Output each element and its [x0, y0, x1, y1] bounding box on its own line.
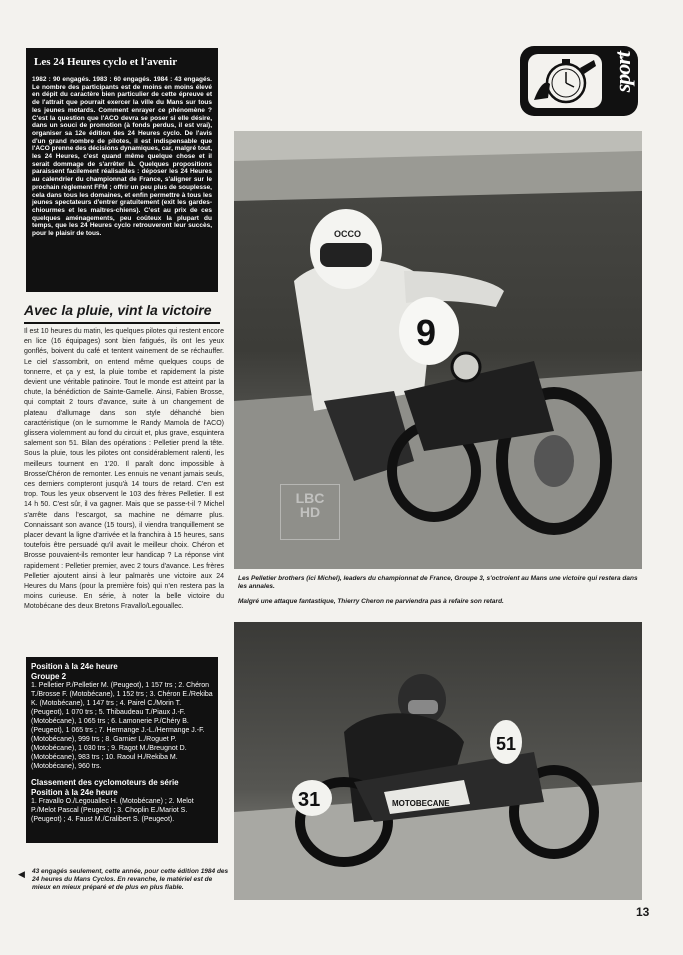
results-serie-list: 1. Fravallo O./Legouallec H. (Motobécane) ; 2. Melot P./Melot Pascal (Peugeot) ; 3. Choplin E./Mariot S. (Peugeot) ; 4. Faust M./Cralibert S. (Peugeot). — [31, 798, 194, 823]
results-group2-list: 1. Pelletier P./Pelletier M. (Peugeot), 1 157 trs ; 2. Chéron T./Brosse F. (Motobécane), 1 152 trs ; 3. Chéron E./Rekiba K. (Motobécane), 1 147 trs ; 4. Pairel C./Morin T. (Peugeot), 1 070 trs ; 5. Thibaudeau T./Piaux J.-F. (Motobécane), 1 065 trs ; 6. Lamonerie P./Chéry B. (Peugeot), 1 065 trs ; 7. Hermange J.-L./Hermange J.-F. (Motobécane), 999 trs ; 8. Garnier L./Roguet P. (Motobécane), 1 030 trs ; 9. Ragot M./Breugnot D. (Motobécane), 983 trs ; 10. Raoul H./Rekiba M. (Motobécane), 960 trs. — [31, 682, 213, 770]
bottom-note-text: 43 engagés seulement, cette année, pour cette édition 1984 des 24 heures du Mans Cyclos. En revanche, le matériel est de mieux en mieux préparé et de plus en plus fiable. — [32, 868, 229, 891]
photo-cheron — [234, 622, 642, 900]
info-box-body: 1982 : 90 engagés. 1983 : 60 engagés. 1984 : 43 engagés. Le nombre des participants est de moins en moins élevé en dépit du caractère bien particulier de cette épreuve et de l'attrait que pourrait exercer la ville du Mans sur tous les jeunes motards. Comment enrayer ce phénomène ? C'est la question que l'ACO devra se poser si elle désire, dans un souci de promotion (à fonds perdus, il est vrai), organiser sa 12e édition des 24 Heures cyclo. De l'avis d'un grand nombre de pilotes, il est indispensable que l'ACO prenne des décisions dynamiques, car, malgré tout, les 24 Heures, c'est quand même quelque chose et il serait dommage de s'arrêter là. Quelques propositions paraissent facilement réalisables : déposer les 24 Heures au calendrier du championnat de France, s'aligner sur le prochain règlement FFM ; offrir un peu plus de souplesse, cela dans tous les domaines, et enfin permettre à tous les jeunes spectateurs d'entrer gratuitement (exit les gardes-chiourmes et les maîtres-chiens). C'est au prix de ces quelques aménagements, peu coûteux la plupart du temps, que les 24 Heures cyclo retrouveront leur succès, pour le plaisir de tous. — [32, 76, 212, 238]
arrow-left-icon: ◀ — [18, 869, 25, 879]
race-number-side: 31 — [298, 789, 321, 811]
results-heading-serie-position: Position à la 24e heure — [31, 787, 118, 797]
bottom-note — [18, 868, 232, 892]
watermark-line2: HD — [299, 504, 321, 520]
page-number: 13 — [636, 905, 650, 919]
caption-top: Les Pelletier brothers (ici Michel), leaders du championnat de France, Groupe 3, s'octroient au Mans une victoire qui restera dans les annales. — [238, 575, 638, 590]
results-heading-position: Position à la 24e heure — [31, 662, 118, 671]
caption-middle: Malgré une attaque fantastique, Thierry Cheron ne parviendra pas à refaire son retard. — [238, 598, 504, 605]
sport-badge — [520, 46, 638, 116]
stopwatch-icon — [528, 54, 602, 108]
info-box — [26, 48, 218, 292]
results-heading-group: Groupe 2 — [31, 671, 67, 681]
watermark-line1: LBC — [295, 490, 325, 506]
results-heading-serie: Classement des cyclomoteurs de série — [31, 778, 179, 787]
watermark — [280, 484, 340, 540]
race-number-front: 51 — [496, 734, 517, 754]
results-box — [26, 657, 218, 843]
race-number-top: 9 — [416, 312, 437, 353]
sport-label: sport — [610, 52, 635, 93]
article-heading: Avec la pluie, vint la victoire — [24, 302, 220, 324]
helmet-text: OCCO — [334, 229, 361, 239]
info-box-title: Les 24 Heures cyclo et l'avenir — [34, 56, 178, 68]
article-body: Il est 10 heures du matin, les quelques pilotes qui restent encore en lice (16 équipages) sont bien fatigués, ils ont les yeux gonflés, boivent du café et tentent vainement de se réchauffer. Le ciel s'assombrit, on entend même quelques coups de tonnerre, et ça y est, la pluie tombe et rapidement la piste devient une véritable patinoire. Tout le monde est atteint par la chute, la bénédiction de Sainte-Gamelle. Ainsi, Fabien Brosse, qui comptait 2 tours d'avance, suite à un changement de plateau d'allumage dans son style déhanché bien caractéristique (on le surnomme le Randy Mamola de l'ACO) glissera violemment au fond du circuit et, plus grave, esquintera salement son 51. Bilan des opérations : Pelletier prend la tête. Sous la pluie, tous les pilotes ont considérablement ralenti, les meilleurs tournent en 1'20. Il paraît donc impossible à Brosse/Chéron de remonter. Les ennuis ne venant jamais seuls, ces derniers compteront jusqu'à 14 tours de retard. C'en est trop. Tous les yeux observent le 103 des frères Pelletier. Il est 14 h 50. C'est sûr, il va gagner. Mais que se passe-t-il ? Michel s'arrête dans l'escargot, sa machine ne démarre plus. Connaissant son avance (15 tours), il viendra tranquillement se placer devant la ligne d'arrivée et la franchira à 15 heures, sans toutefois être persuadé qu'il avait le meilleur choix. Chéron et Brosse pouvaient-ils remonter leur handicap ? La réponse vint rapidement : Pelletier premier, avec 2 tours d'avance. Les frères Pelletier ajoutent ainsi à leur palmarès une victoire aux 24 Heures du Mans (pour la première fois) qui n'en restera pas la moins curieuse. En série, à noter la belle victoire du Motobécane des deux Bretons Fravallo/Legouallec. — [24, 328, 225, 611]
fairing-text: MOTOBECANE — [392, 799, 450, 808]
